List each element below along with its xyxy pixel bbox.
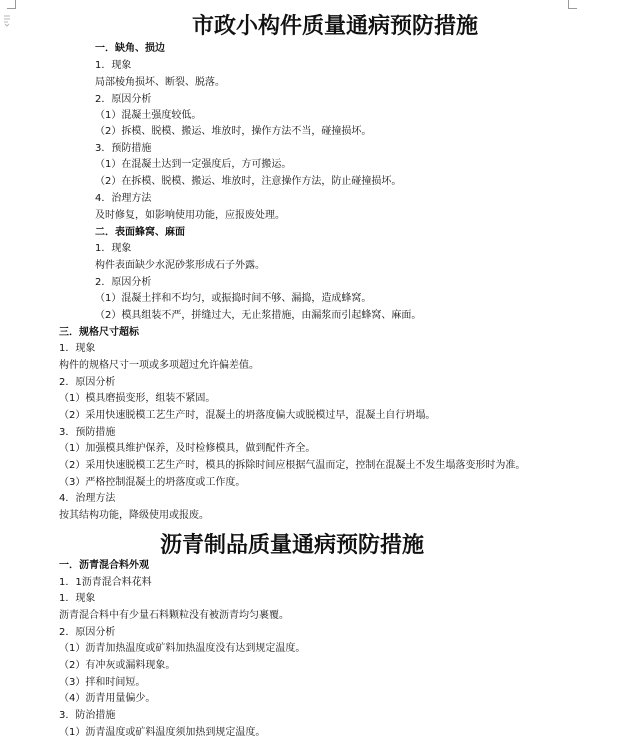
doc1-line: 1．现象: [59, 343, 96, 354]
doc2-line: （4）沥青用量偏少。: [59, 693, 156, 704]
doc1-line: 3．预防措施: [59, 427, 116, 438]
doc1-line: 按其结构功能，降级使用或报废。: [59, 510, 209, 521]
doc2-title: 沥青制品质量通病预防措施: [160, 532, 425, 558]
doc1-section-heading: 三．规格尺寸超标: [59, 327, 139, 338]
doc1-line: 构件的规格尺寸一项或多项超过允许偏差值。: [59, 360, 259, 371]
doc1-line: 2．原因分析: [95, 277, 152, 288]
doc1-line: （1）混凝土强度较低。: [95, 110, 202, 121]
doc1-line: 3．预防措施: [95, 143, 152, 154]
doc2-line: （2）有冲灰或漏料现象。: [59, 660, 176, 671]
doc2-line: 1．1沥青混合料花料: [59, 577, 152, 588]
doc1-line: 2．原因分析: [95, 94, 152, 105]
doc1-line: 构件表面缺少水泥砂浆形成石子外露。: [95, 260, 265, 271]
doc1-line: （1）加强模具维护保养，及时检修模具，做到配件齐全。: [59, 443, 316, 454]
doc2-line: （3）拌和时间短。: [59, 677, 146, 688]
doc1-line: 1．现象: [95, 60, 132, 71]
paragraph-marker-icon: [3, 15, 11, 27]
doc1-line: 4．治理方法: [59, 493, 116, 504]
doc1-line: （2）采用快速脱模工艺生产时，混凝土的坍落度偏大或脱模过早，混凝土自行坍塌。: [59, 410, 436, 421]
doc1-line: 1．现象: [95, 243, 132, 254]
doc1-line: （2）拆模、脱模、搬运、堆放时，操作方法不当，碰撞损坏。: [95, 126, 372, 137]
doc2-line: 1．现象: [59, 593, 96, 604]
doc1-line: （1）模具磨损变形，组装不紧固。: [59, 393, 216, 404]
doc1-line: 及时修复，如影响使用功能，应报废处理。: [95, 210, 285, 221]
doc2-line: 3．防治措施: [59, 710, 116, 721]
doc1-section-heading: 一．缺角、损边: [95, 43, 165, 54]
doc1-line: （2）采用快速脱模工艺生产时，模具的拆除时间应根据气温而定，控制在混凝土不发生塌落变形时为准。: [59, 460, 526, 471]
doc1-section-heading: 二．表面蜂窝、麻面: [95, 227, 185, 238]
doc2-line: （1）沥青加热温度或矿料加热温度没有达到规定温度。: [59, 643, 306, 654]
doc2-line: 2．原因分析: [59, 627, 116, 638]
page-corner-mark-left: [7, 0, 16, 9]
doc2-section-heading: 一．沥青混合料外观: [59, 560, 149, 571]
doc1-line: （2）在拆模、脱模、搬运、堆放时，注意操作方法，防止碰撞损坏。: [95, 176, 402, 187]
doc1-line: 4．治理方法: [95, 193, 152, 204]
doc2-line: 沥青混合料中有少量石料颗粒没有被沥青均匀裹覆。: [59, 610, 289, 621]
doc2-line: （1）沥青温度或矿料温度须加热到规定温度。: [59, 727, 266, 738]
doc1-line: （3）严格控制混凝土的坍落度或工作度。: [59, 477, 246, 488]
doc1-line: 2．原因分析: [59, 377, 116, 388]
doc1-title: 市政小构件质量通病预防措施: [192, 13, 479, 39]
doc1-line: （2）模具组装不严，拼缝过大，无止浆措施，由漏浆而引起蜂窝、麻面。: [95, 310, 422, 321]
doc1-line: （1）在混凝土达到一定强度后，方可搬运。: [95, 159, 292, 170]
doc1-line: （1）混凝土拌和不均匀，或振捣时间不够、漏捣，造成蜂窝。: [95, 293, 372, 304]
doc1-line: 局部棱角损坏、断裂、脱落。: [95, 77, 225, 88]
page-corner-mark-right: [568, 0, 577, 9]
